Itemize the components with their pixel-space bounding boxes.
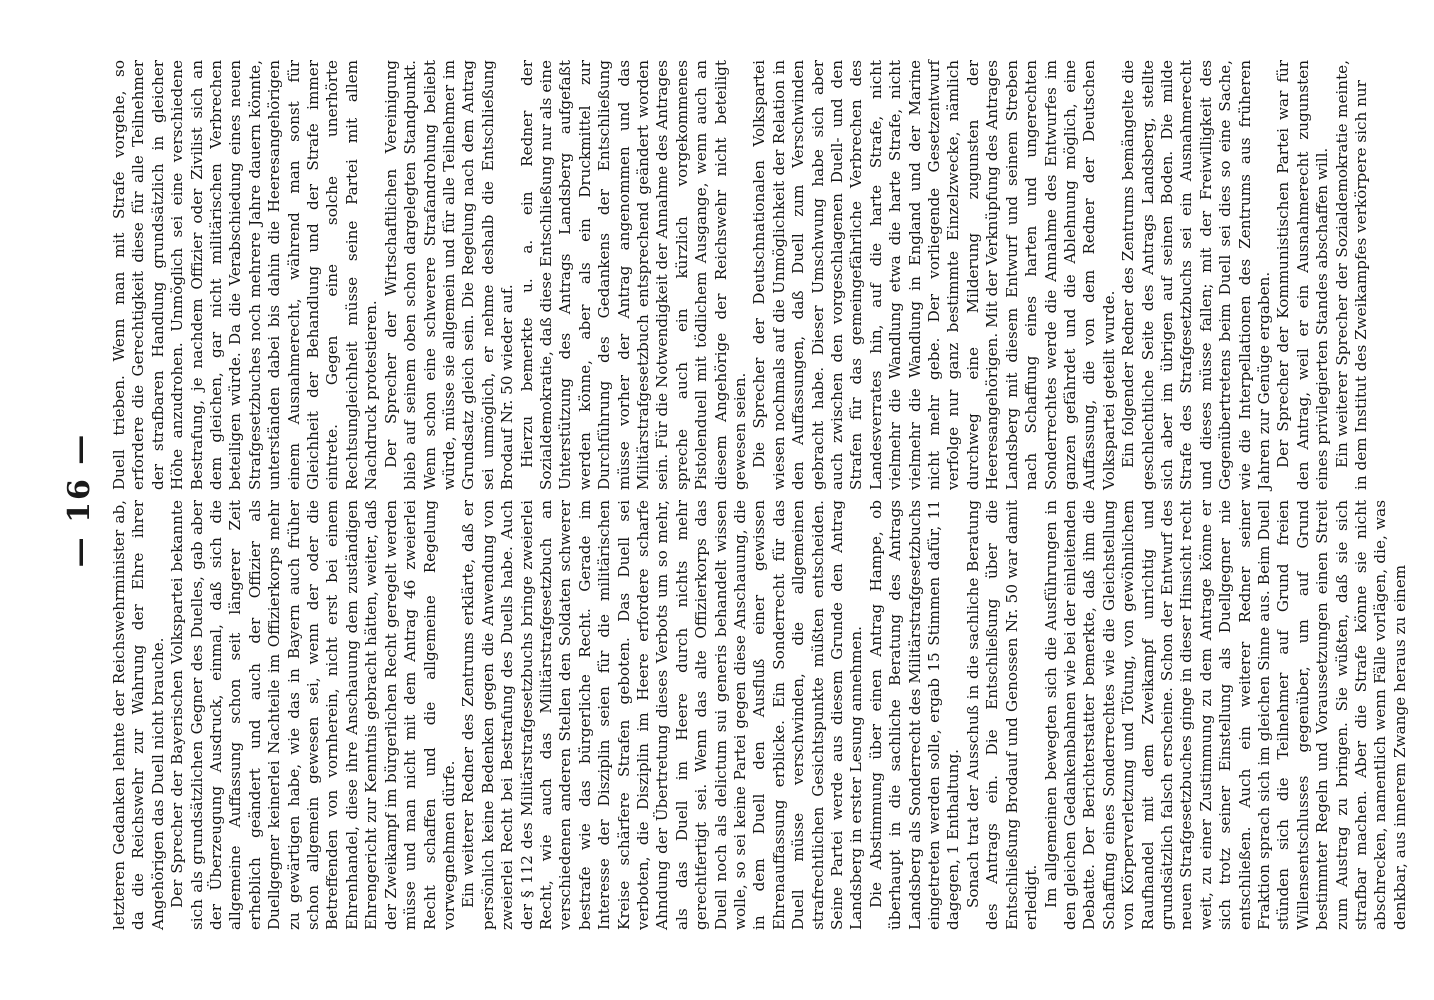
page-number: — 16 — bbox=[62, 432, 97, 568]
left-column bbox=[110, 500, 1409, 930]
paragraph: Ein weiterer Sprecher der Sozialdemokratie meinte, in dem Institut des Zweikampfes verkörpere sich nur bbox=[1332, 60, 1370, 490]
paragraph: Die Sprecher der Deutschnationalen Volkspartei wiesen nochmals auf die Unmöglichkeit der Relation in den Auffassungen, daß Duell zum Verschwinden gebracht habe. Dieser Umschwung habe sich aber auch zwischen den vorgeschlagenen Duell- und den Strafen für das gemeingefährliche Verbrechen des Landesverrates hin, auf die harte Strafe, nicht vielmehr die Wandlung etwa die harte Strafe, nicht vielmehr die Wandlung in England und der Marine nicht mehr gebe. Der vorliegende Gesetzentwurf verfolge nur ganz bestimmte Einzelzwecke, nämlich durchweg eine Milderung zugunsten der Heeresangehörigen. Mit der Verknüpfung des Antrages Landsberg mit diesem Entwurf und seinem Streben nach Schaffung eines harten und ungerechten Sonderrechtes werde die Annahme des Entwurfes im ganzen gefährdet und die Ablehnung möglich, eine Auffassung, die von dem Redner der Deutschen Volkspartei geteilt wurde. bbox=[750, 60, 1118, 490]
paragraph: Ein folgender Redner des Zentrums bemängelte die geschlechtliche Seite des Antrags Landsberg, stellte sich aber im übrigen auf seinen Boden. Die milde Strafe des Strafgesetzbuchs sei ein Ausnahmerecht und dieses müsse fallen; mit der Freiwilligkeit des Gegenübertretens beim Duell sei dies so eine Sache, wie die Interpellationen des Zentrums aus früheren Jahren zur Genüge ergaben. bbox=[1119, 60, 1273, 490]
paragraph: letzteren Gedanken lehnte der Reichswehrminister ab, da die Reichswehr zur Wahrung der Ehre ihrer Angehörigen das Duell nicht brauche. bbox=[110, 500, 167, 930]
paragraph: Ein weiterer Redner des Zentrums erklärte, daß er persönlich keine Bedenken gegen die Anwendung von zweierlei Recht bei Bestrafung des Duells habe. Auch der § 112 des Militärstrafgesetzbuchs bringe zweierlei Recht, wie auch das Militärstrafgesetzbuch an verschiedenen anderen Stellen den Soldaten schwerer bestrafe wie das bürgerliche Recht. Gerade im Interesse der Disziplin seien für die militärischen Kreise schärfere Strafen geboten. Das Duell sei verboten, die Disziplin im Heere erfordere scharfe Ahndung der Übertretung dieses Verbots um so mehr, als das Duell im Heere durch nichts mehr gerechtfertigt sei. Wenn das alte Offizierkorps das Duell noch als delictum sui generis behandelt wissen wolle, so sei keine Partei gegen diese Anschauung, die in dem Duell den Ausfluß einer gewissen Ehrenauffassung erblicke. Ein Sonderrecht für das Duell müsse verschwinden, die allgemeinen strafrechtlichen Gesichtspunkte müßten entscheiden. Seine Partei werde aus diesem Grunde den Antrag Landsberg in erster Lesung annehmen. bbox=[459, 500, 866, 930]
paragraph: Hierzu bemerkte u. a. ein Redner der Sozialdemokratie, daß diese Entschließung nur als eine Unterstützung des Antrags Landsberg aufgefaßt werden könne, aber als ein Druckmittel zur Durchführung des Gedankens der Entschließung müsse vorher der Antrag angenommen und das Militärstrafgesetzbuch entsprechend geändert worden sein. Für die Notwendigkeit der Annahme des Antrages spreche auch ein kürzlich vorgekommenes Pistolenduell mit tödlichem Ausgange, wenn auch an diesem Angehörige der Reichswehr nicht beteiligt gewesen seien. bbox=[517, 60, 749, 490]
paragraph: Im allgemeinen bewegten sich die Ausführungen in den gleichen Gedankenbahnen wie bei der einleitenden Debatte. Der Berichterstatter bemerkte, daß ihm die Schaffung eines Sonderrechtes wie die Gleichstellung von Körperverletzung und Tötung, von gewöhnlichem Raufhandel mit dem Zweikampf unrichtig und grundsätzlich falsch erscheine. Schon der Entwurf des neuen Strafgesetzbuches ginge in dieser Hinsicht recht weit, zu einer Zustimmung zu dem Antrage könne er sich trotz seiner Einstellung als Duellgegner nie entschließen. Auch ein weiterer Redner seiner Fraktion sprach sich im gleichen Sinne aus. Beim Duell stünden sich die Teilnehmer auf Grund freien Willensentschlusses gegenüber, um auf Grund bestimmter Regeln und Voraussetzungen einen Streit zum Austrag zu bringen. Sie wüßten, daß sie sich strafbar machen. Aber die Strafe könne sie nicht abschrecken, namentlich wenn Fälle vorlägen, die, was denkbar, aus innerem Zwange heraus zu einem bbox=[1041, 500, 1409, 930]
paragraph: Die Abstimmung über einen Antrag Hampe, ob überhaupt in die sachliche Beratung des Antrags Landsberg als Sonderrecht des Militärstrafgesetzbuchs eingetreten werden solle, ergab 15 Stimmen dafür, 11 dagegen, 1 Enthaltung. bbox=[866, 500, 963, 930]
paragraph: Der Sprecher der Bayerischen Volkspartei bekannte sich als grundsätzlichen Gegner des Duelles, gab aber der Überzeugung Ausdruck, einmal, daß sich die allgemeine Auffassung schon seit längerer Zeit erheblich geändert und auch der Offizier als Duellgegner keinerlei Nachteile im Offizierkorps mehr zu gewärtigen habe, wie das in Bayern auch früher schon allgemein gewesen sei, wenn der oder die Betreffenden von vornherein, nicht erst bei einem Ehrenhandel, diese ihre Anschauung dem zuständigen Ehrengericht zur Kenntnis gebracht hätten, weiter, daß der Zweikampf im bürgerlichen Recht geregelt werden müsse und man nicht mit dem Antrag 46 zweierlei Recht schaffen und die allgemeine Regelung vorwegnehmen dürfe. bbox=[168, 500, 458, 930]
paragraph: Sonach trat der Ausschuß in die sachliche Beratung des Antrags ein. Die Entschließung über die Entschließung Brodauf und Genossen Nr. 50 war damit erledigt. bbox=[963, 500, 1041, 930]
paragraph: Duell trieben. Wenn man mit Strafe vorgehe, so erfordere die Gerechtigkeit diese für alle Teilnehmer der strafbaren Handlung grundsätzlich in gleicher Höhe anzudrohen. Unmöglich sei eine verschiedene Bestrafung, je nachdem Offizier oder Zivilist sich an dem gleichen, gar nicht militärischen Verbrechen beteiligen würde. Da die Verabschiedung eines neuen Strafgesetzbuches noch mehrere Jahre dauern könnte, unterständen dabei bis dahin die Heeresangehörigen einem Ausnahmerecht, während man sonst für Gleichheit der Behandlung und der Strafe immer eintrete. Gegen eine solche unerhörte Rechtsungleichheit müsse seine Partei mit allem Nachdruck protestieren. bbox=[110, 60, 381, 490]
paragraph: Der Sprecher der Kommunistischen Partei war für den Antrag, weil er ein Ausnahmerecht zugunsten eines privilegierten Standes abschaffen will. bbox=[1274, 60, 1332, 490]
paragraph: Der Sprecher der Wirtschaftlichen Vereinigung blieb auf seinem oben schon dargelegten Standpunkt. Wenn schon eine schwerere Strafandrohung beliebt würde, müsse sie allgemein und für alle Teilnehmer im Grundsatz gleich sein. Die Regelung nach dem Antrag sei unmöglich, er nehme deshalb die Entschließung Brodauf Nr. 50 wieder auf. bbox=[381, 60, 517, 490]
right-column bbox=[110, 60, 1370, 490]
